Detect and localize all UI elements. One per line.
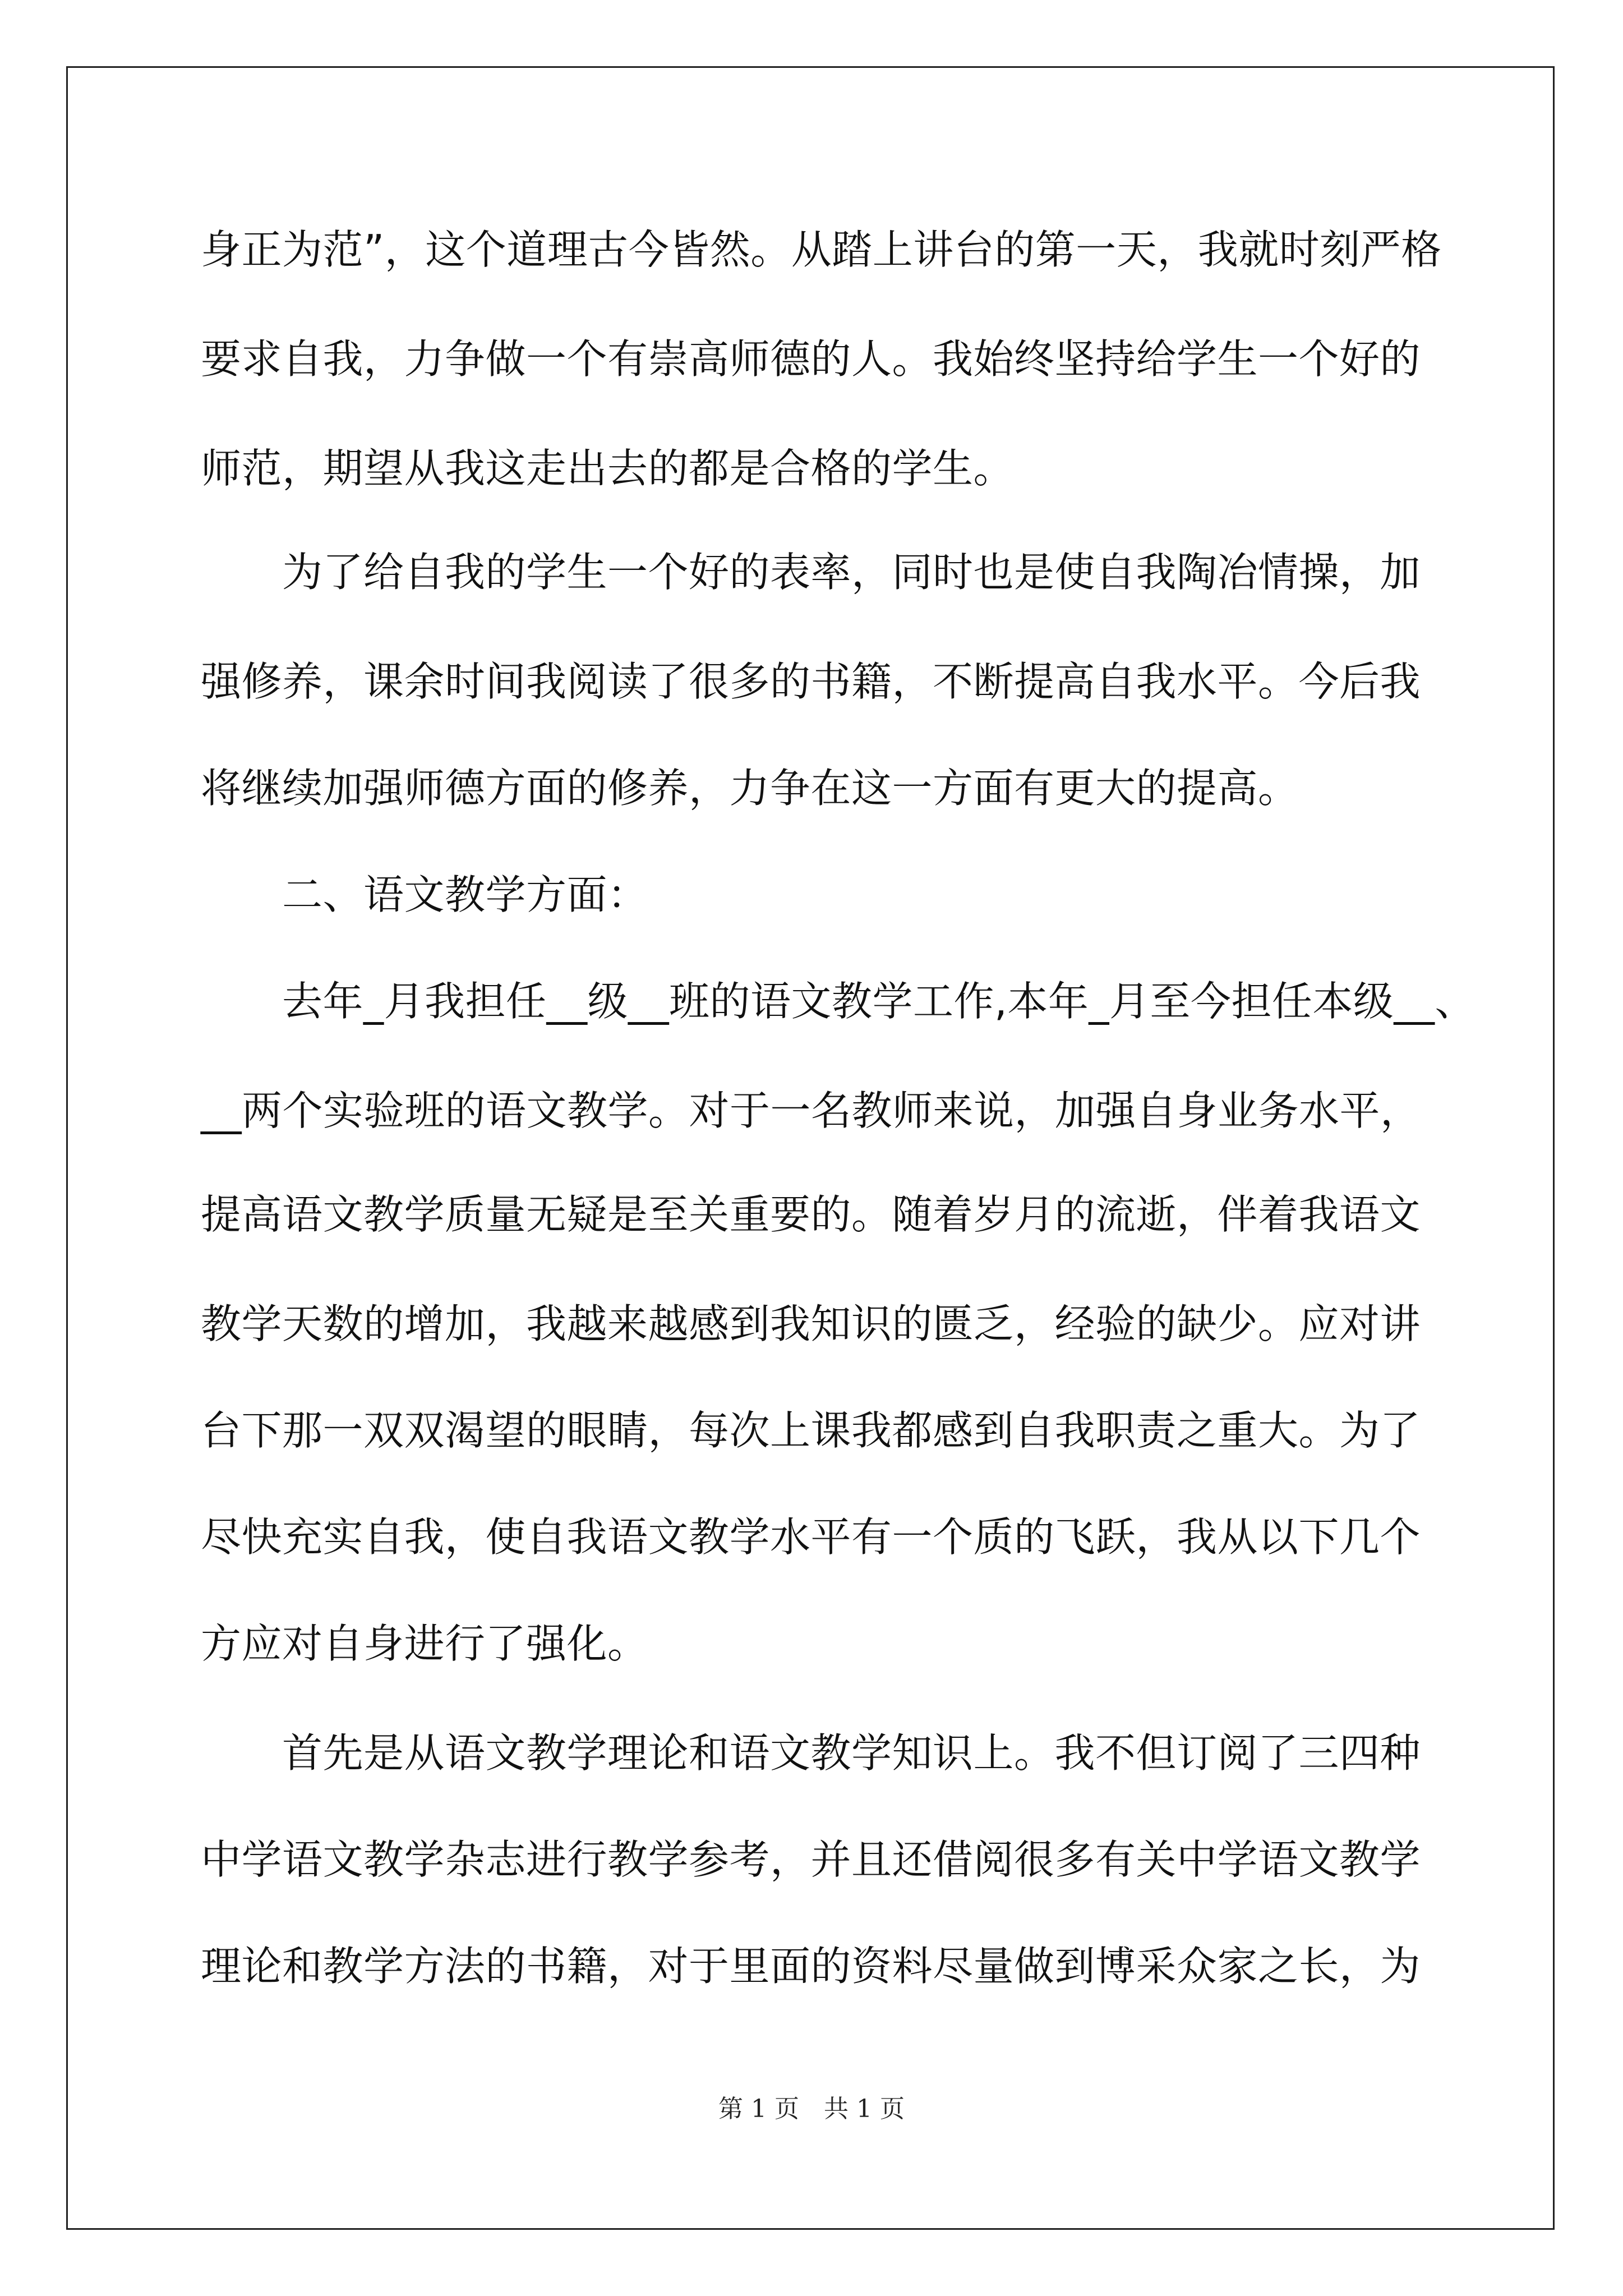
text-line: 理论和教学方法的书籍，对于里面的资料尽量做到博采众家之长，为 [201, 1943, 1421, 1990]
text-line: 提高语文教学质量无疑是至关重要的。随着岁月的流逝，伴着我语文 [201, 1191, 1421, 1238]
text-line: 台下那一双双渴望的眼睛，每次上课我都感到自我职责之重大。为了 [201, 1407, 1421, 1454]
text-line: 要求自我，力争做一个有崇高师德的人。我始终坚持给学生一个好的 [201, 335, 1421, 383]
section-heading: 二、语文教学方面： [201, 871, 648, 918]
text-line: __两个实验班的语文教学。对于一名教师来说，加强自身业务水平， [201, 1087, 1421, 1134]
text-line: 为了给自我的学生一个好的表率，同时也是使自我陶冶情操，加 [201, 549, 1421, 596]
text-line: 去年_月我担任__级__班的语文教学工作,本年_月至今担任本级__、 [201, 978, 1476, 1025]
text-line: 尽快充实自我，使自我语文教学水平有一个质的飞跃，我从以下几个 [201, 1513, 1421, 1561]
text-line: 将继续加强师德方面的修养，力争在这一方面有更大的提高。 [201, 765, 1299, 812]
page-number-footer: 第 1 页 共 1 页 [718, 2095, 905, 2123]
text-line: 身正为范”，这个道理古今皆然。从踏上讲台的第一天，我就时刻严格 [201, 226, 1442, 273]
text-line: 教学天数的增加，我越来越感到我知识的匮乏，经验的缺少。应对讲 [201, 1300, 1421, 1347]
text-line: 方应对自身进行了强化。 [201, 1620, 648, 1667]
text-line: 首先是从语文教学理论和语文教学知识上。我不但订阅了三四种 [201, 1729, 1421, 1777]
text-line: 中学语文教学杂志进行教学参考，并且还借阅很多有关中学语文教学 [201, 1836, 1421, 1883]
text-line: 强修养，课余时间我阅读了很多的书籍，不断提高自我水平。今后我 [201, 658, 1421, 705]
text-line: 师范，期望从我这走出去的都是合格的学生。 [201, 445, 1015, 492]
